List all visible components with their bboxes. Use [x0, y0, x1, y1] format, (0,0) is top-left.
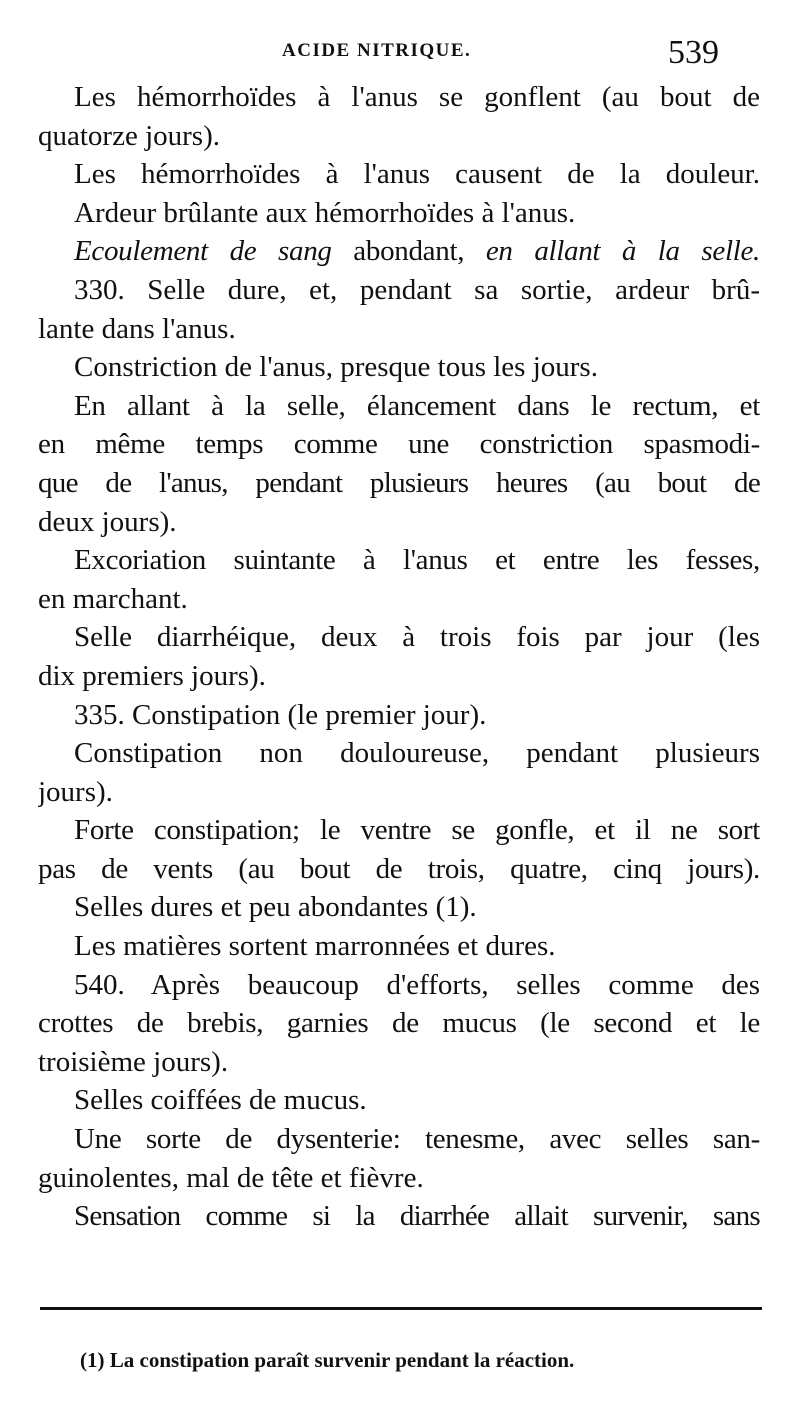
text-line: Ardeur brûlante aux hémorrhoïdes à l'anus. — [74, 196, 576, 229]
page-number: 539 — [668, 34, 719, 71]
text-line: Excoriation suintante à l'anus et entre les fesses, — [74, 544, 760, 577]
text-line: 330. Selle dure, et, pendant sa sortie, ardeur brû- — [74, 273, 760, 306]
footnote: (1) La constipation paraît survenir pendant la réaction. — [80, 1348, 575, 1372]
text-line: guinolentes, mal de tête et fièvre. — [38, 1161, 424, 1194]
text-line: deux jours). — [38, 505, 177, 538]
text-line — [38, 232, 760, 271]
text-line: Forte constipation; le ventre se gonfle, et il ne sort — [74, 814, 760, 847]
text-line: Constriction de l'anus, presque tous les jours. — [74, 351, 598, 384]
text-line: que de l'anus, pendant plusieurs heures (au bout de — [38, 466, 760, 499]
text-line: troisième jours). — [38, 1045, 229, 1078]
text-line: en même temps comme une constriction spasmodi- — [38, 428, 760, 461]
text-line: quatorze jours). — [38, 119, 220, 152]
text-line: lante dans l'anus. — [38, 312, 236, 345]
text-line: en marchant. — [38, 582, 188, 615]
text-line: Constipation non douloureuse, pendant plusieurs — [74, 737, 760, 770]
text-line: Les matières sortent marronnées et dures. — [74, 930, 556, 963]
italic-phrase: en allant à la selle. — [485, 235, 760, 268]
body-text — [38, 78, 760, 1236]
text-line: jours). — [38, 775, 113, 808]
text-line: 335. Constipation (le premier jour). — [74, 698, 487, 731]
text-line: Selle diarrhéique, deux à trois fois par jour (les — [74, 621, 760, 654]
text-line: Les hémorrhoïdes à l'anus se gonflent (au bout de — [74, 81, 760, 113]
text-line: dix premiers jours). — [38, 659, 266, 692]
text-line: Selles coiffées de mucus. — [74, 1084, 367, 1117]
running-head — [0, 34, 800, 74]
text-line: En allant à la selle, élancement dans le rectum, et — [74, 389, 760, 422]
text-line: crottes de brebis, garnies de mucus (le second et le — [38, 1007, 760, 1040]
text-fragment: abondant, — [331, 235, 486, 268]
text-line: Les hémorrhoïdes à l'anus causent de la douleur. — [74, 158, 760, 191]
text-line: pas de vents (au bout de trois, quatre, cinq jours). — [38, 852, 760, 885]
text-line: Sensation comme si la diarrhée allait survenir, sans — [74, 1200, 760, 1233]
text-line: Une sorte de dysenterie: tenesme, avec selles san- — [74, 1123, 760, 1156]
text-line: Selles dures et peu abondantes (1). — [74, 891, 477, 924]
running-title: ACIDE NITRIQUE. — [282, 40, 472, 61]
text-line: 540. Après beaucoup d'efforts, selles comme des — [74, 968, 760, 1001]
footnote-divider — [40, 1307, 762, 1310]
italic-phrase: Ecoulement de sang — [74, 235, 332, 268]
